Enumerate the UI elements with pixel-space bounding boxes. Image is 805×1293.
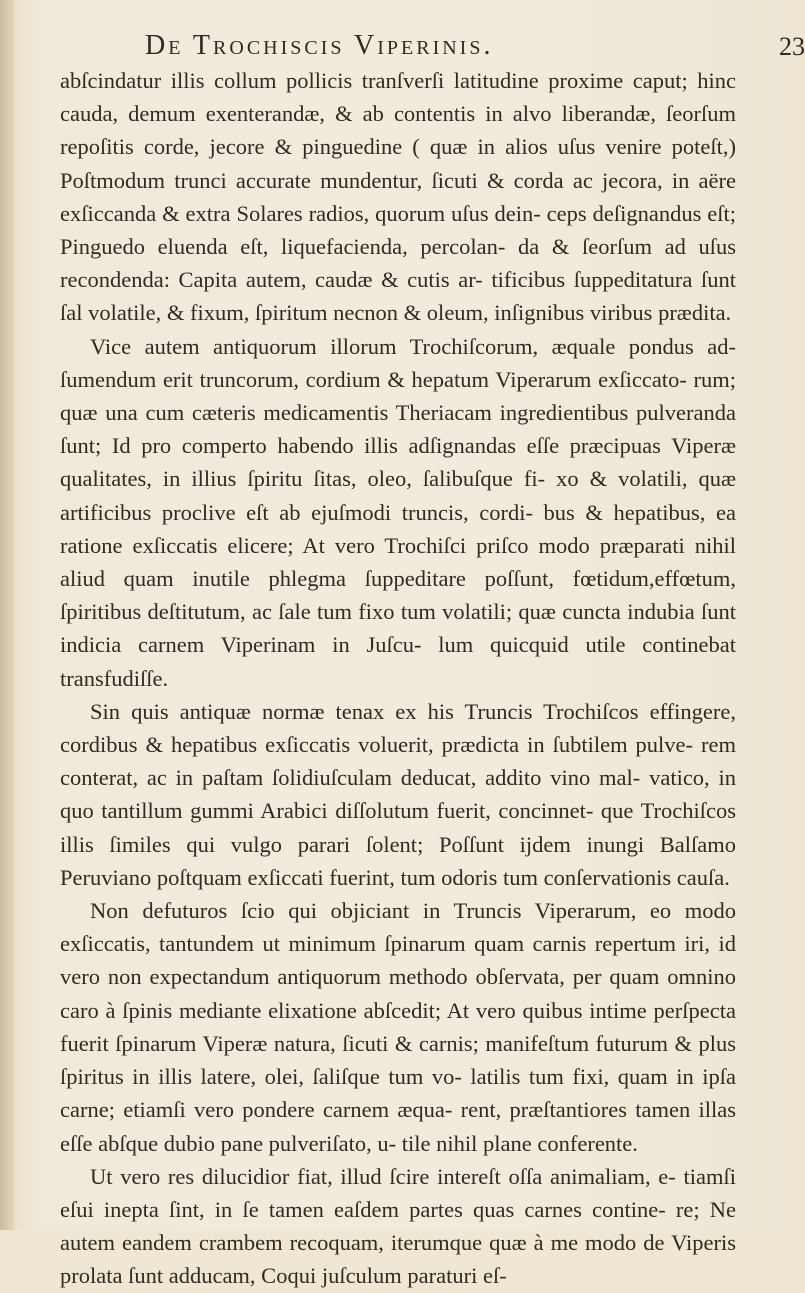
paragraph-2: Vice autem antiquorum illorum Trochiſcorum, æquale pondus ad- ſumendum erit truncorum, cordium & hepatum Viperarum exſiccato- rum; quæ una cum cæteris medicamentis Theriacam ingredientibus pulveranda ſunt; Id pro comperto habendo illis adſignandas eſſe præcipuas Viperæ qualitates, in illius ſpiritu ſitas, oleo, ſalibuſque fi- xo & volatili, quæ artificibus proclive eſt ab ejuſmodi truncis, cordi- bus & hepatibus, ea ratione exſiccatis elicere; At vero Trochiſci priſco modo præparati nihil aliud quam inutile phlegma ſuppeditare poſſunt, fœtidum,effœtum, ſpiritibus deſtitutum, ac ſale tum fixo tum volatili; quæ cuncta indubia ſunt indicia carnem Viperinam in Juſcu- lum quicquid utile continebat transfudiſſe.	[60, 333, 736, 691]
paragraph-3: Sin quis antiquæ normæ tenax ex his Truncis Trochiſcos effingere, cordibus & hepatibus exſiccatis voluerit, prædicta in ſubtilem pulve- rem conterat, ac in paſtam ſolidiuſculam deducat, addito vino mal- vatico, in quo tantillum gummi Arabici diſſolutum fuerit, concinnet- que Trochiſcos illis ſimiles qui vulgo parari ſolent; Poſſunt ijdem inungi Balſamo Peruviano poſtquam exſiccati fuerint, tum odoris tum conſervationis cauſa.	[60, 698, 736, 890]
running-title: De Trochiscis Viperinis.	[145, 30, 494, 61]
paragraph-4: Non defuturos ſcio qui objiciant in Truncis Viperarum, eo modo exſiccatis, tantundem ut minimum ſpinarum quam carnis repertum iri, id vero non expectandum antiquorum methodo obſervata, per quam omnino caro à ſpinis mediante elixatione abſcedit; At vero quibus intime perſpecta fuerit ſpinarum Viperæ natura, ſicuti & carnis; manifeſtum futurum & plus ſpiritus in illis latere, olei, ſaliſque tum vo- latilis tum fixi, quam in ipſa carne; etiamſi vero pondere carnem æqua- rent, præſtantiores tamen illas eſſe abſque dubio pane pulveriſato, u- tile nihil plane conferente.	[60, 898, 736, 1156]
paragraph-5: Ut vero res dilucidior fiat, illud ſcire intereſt oſſa animaliam, e- tiamſi eſui inepta ſint, in ſe tamen eaſdem partes quas carnes contine- re; Ne autem eandem crambem recoquam, iterumque quæ à me modo de Viperis prolata ſunt adducam, Coqui juſculum paraturi eſ-	[60, 1163, 736, 1289]
running-header	[145, 30, 805, 64]
page-number: 23	[779, 32, 805, 61]
page-gutter	[0, 0, 14, 1230]
body-text	[60, 64, 736, 1293]
paragraph-1: abſcindatur illis collum pollicis tranſverſi latitudine proxime caput; hinc cauda, demum exenterandæ, & ab contentis in alvo liberandæ, ſeorſum repoſitis corde, jecore & pinguedine ( quæ in alios uſus venire poteſt,) Poſtmodum trunci accurate mundentur, ſicuti & corda ac jecora, in aëre exſiccanda & extra Solares radios, quorum uſus dein- ceps deſignandus eſt; Pinguedo eluenda eſt, liquefacienda, percolan- da & ſeorſum ad uſus recondenda: Capita autem, caudæ & cutis ar- tificibus ſuppeditatura ſunt ſal volatile, & fixum, ſpiritum necnon & oleum, inſignibus viribus prædita.	[60, 68, 736, 326]
